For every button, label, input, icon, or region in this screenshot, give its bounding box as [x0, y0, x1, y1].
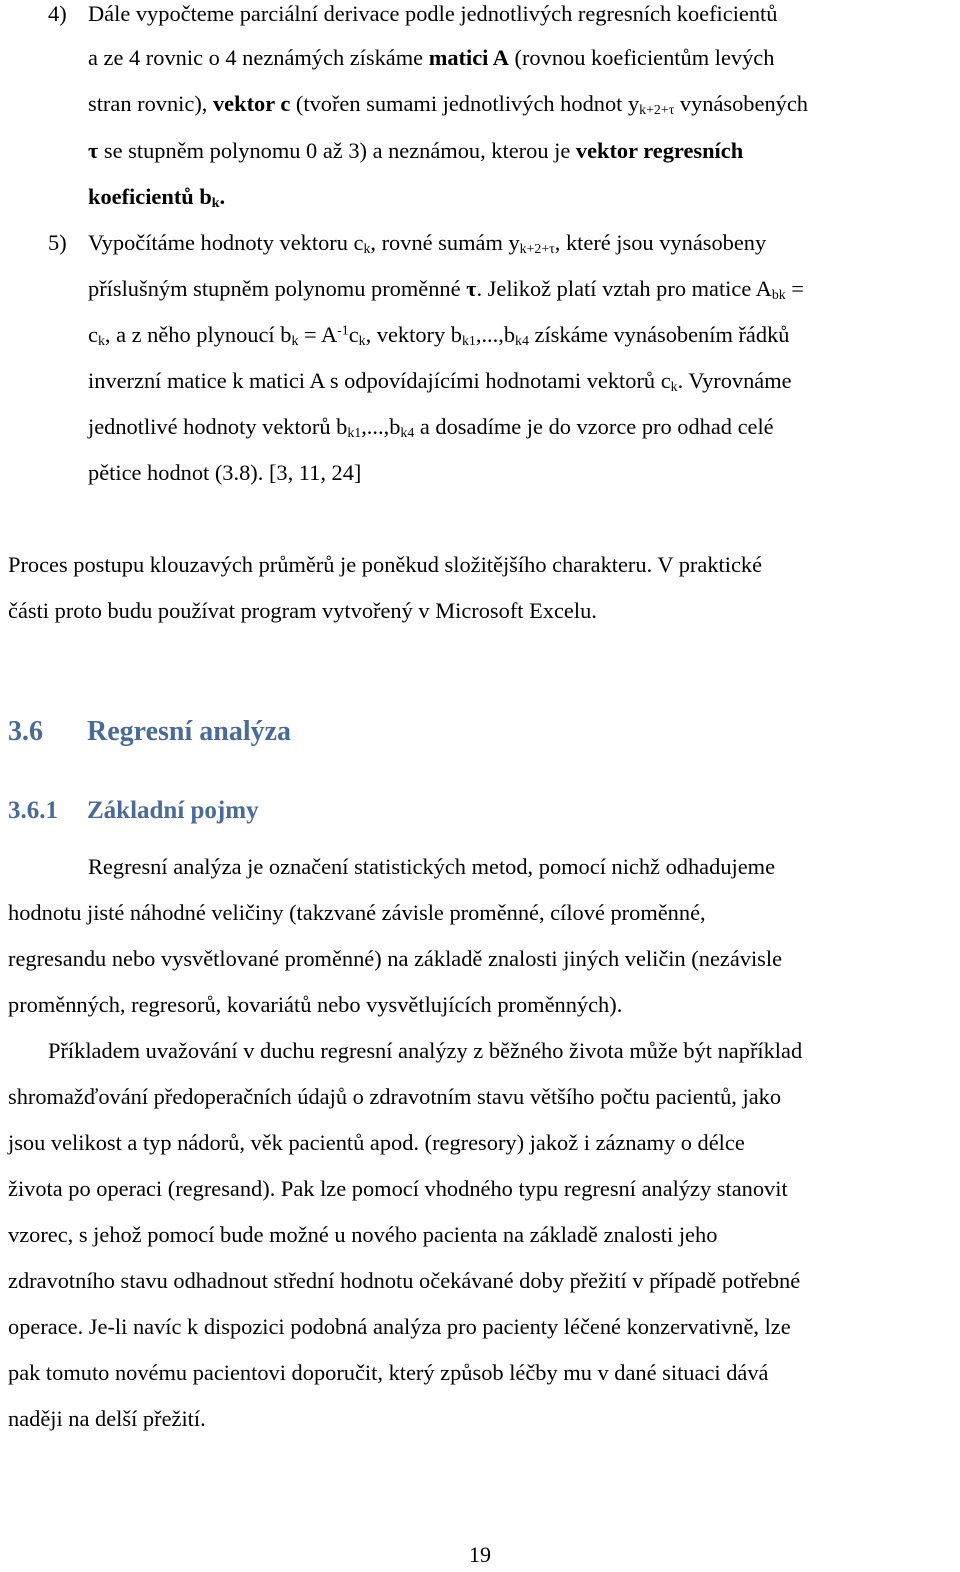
text-line: stran rovnic), vektor c (tvořen sumami jednotlivých hodnot $y_{k+2+\tau}$ vynásobených	[88, 91, 808, 119]
text-line: části proto budu používat program vytvořený v Microsoft Excelu.	[8, 598, 597, 623]
text-line: operace. Je-li navíc k dispozici podobná analýza pro pacienty léčené konzervativně, lze	[8, 1314, 791, 1339]
subsection-title: Základní pojmy	[87, 797, 259, 824]
section-heading	[8, 715, 292, 749]
subsection-number: 3.6.1	[8, 797, 58, 824]
text-line: regresandu nebo vysvětlované proměnné) na základě znalosti jiných veličin (nezávisle	[8, 946, 783, 971]
text-line: koeficientů $b_k$.	[88, 184, 226, 212]
subsection-heading	[8, 796, 259, 826]
text-line: vzorec, s jehož pomocí bude možné u nového pacienta na základě znalosti jeho	[8, 1222, 718, 1247]
section-title: Regresní analýza	[87, 716, 292, 747]
text-line: jsou velikost a typ nádorů, věk pacientů apod. (regresory) jakož i záznamy o délce	[8, 1130, 745, 1155]
text-line: Příkladem uvažování v duchu regresní analýzy z běžného života může být například	[48, 1038, 803, 1063]
text-line: života po operaci (regresand). Pak lze pomocí vhodného typu regresní analýzy stanovit	[8, 1176, 788, 1201]
text-line: Vypočítáme hodnoty vektoru $c_k$, rovné sumám $y_{k+2+\tau}$, které jsou vynásobeny	[88, 230, 767, 258]
text-line: Proces postupu klouzavých průměrů je poněkud složitějšího charakteru. V praktické	[8, 552, 763, 577]
text-line: pak tomuto novému pacientovi doporučit, který způsob léčby mu v dané situaci dává	[8, 1360, 769, 1385]
text-line: naději na delší přežití.	[8, 1406, 206, 1431]
text-line: shromažďování předoperačních údajů o zdravotním stavu většího počtu pacientů, jako	[8, 1084, 782, 1109]
page-number: 19	[469, 1542, 491, 1567]
list-number: 5)	[48, 230, 67, 255]
section-number: 3.6	[8, 716, 43, 747]
text-line: příslušným stupněm polynomu proměnné τ. Jelikož platí vztah pro matice $A_{bk}$ =	[88, 276, 804, 304]
list-number: 4)	[48, 1, 67, 26]
text-line: Regresní analýza je označení statistických metod, pomocí nichž odhadujeme	[88, 854, 776, 879]
text-line: τ se stupněm polynomu 0 až 3) a neznámou, kterou je vektor regresních	[88, 138, 744, 163]
text-line: a ze 4 rovnic o 4 neznámých získáme matici A (rovnou koeficientům levých	[88, 45, 775, 70]
text-line: inverzní matice k matici A s odpovídajícími hodnotami vektorů $c_k$. Vyrovnáme	[88, 368, 792, 396]
text-line: hodnotu jisté náhodné veličiny (takzvané závisle proměnné, cílové proměnné,	[8, 900, 706, 925]
text-line: pětice hodnot (3.8). [3, 11, 24]	[88, 460, 362, 485]
text-line: proměnných, regresorů, kovariátů nebo vysvětlujících proměnných).	[8, 992, 623, 1017]
text-line: zdravotního stavu odhadnout střední hodnotu očekávané doby přežití v případě potřebné	[8, 1268, 801, 1293]
text-line: $c_k$, a z něho plynoucí $b_k = A^{-1}c_k$, vektory $b_{k1},...,b_{k4}$ získáme vynásobením řádků	[88, 322, 790, 350]
text-line: Dále vypočteme parciální derivace podle jednotlivých regresních koeficientů	[88, 1, 778, 26]
text-line: jednotlivé hodnoty vektorů $b_{k1},...,b_{k4}$ a dosadíme je do vzorce pro odhad celé	[88, 414, 774, 442]
